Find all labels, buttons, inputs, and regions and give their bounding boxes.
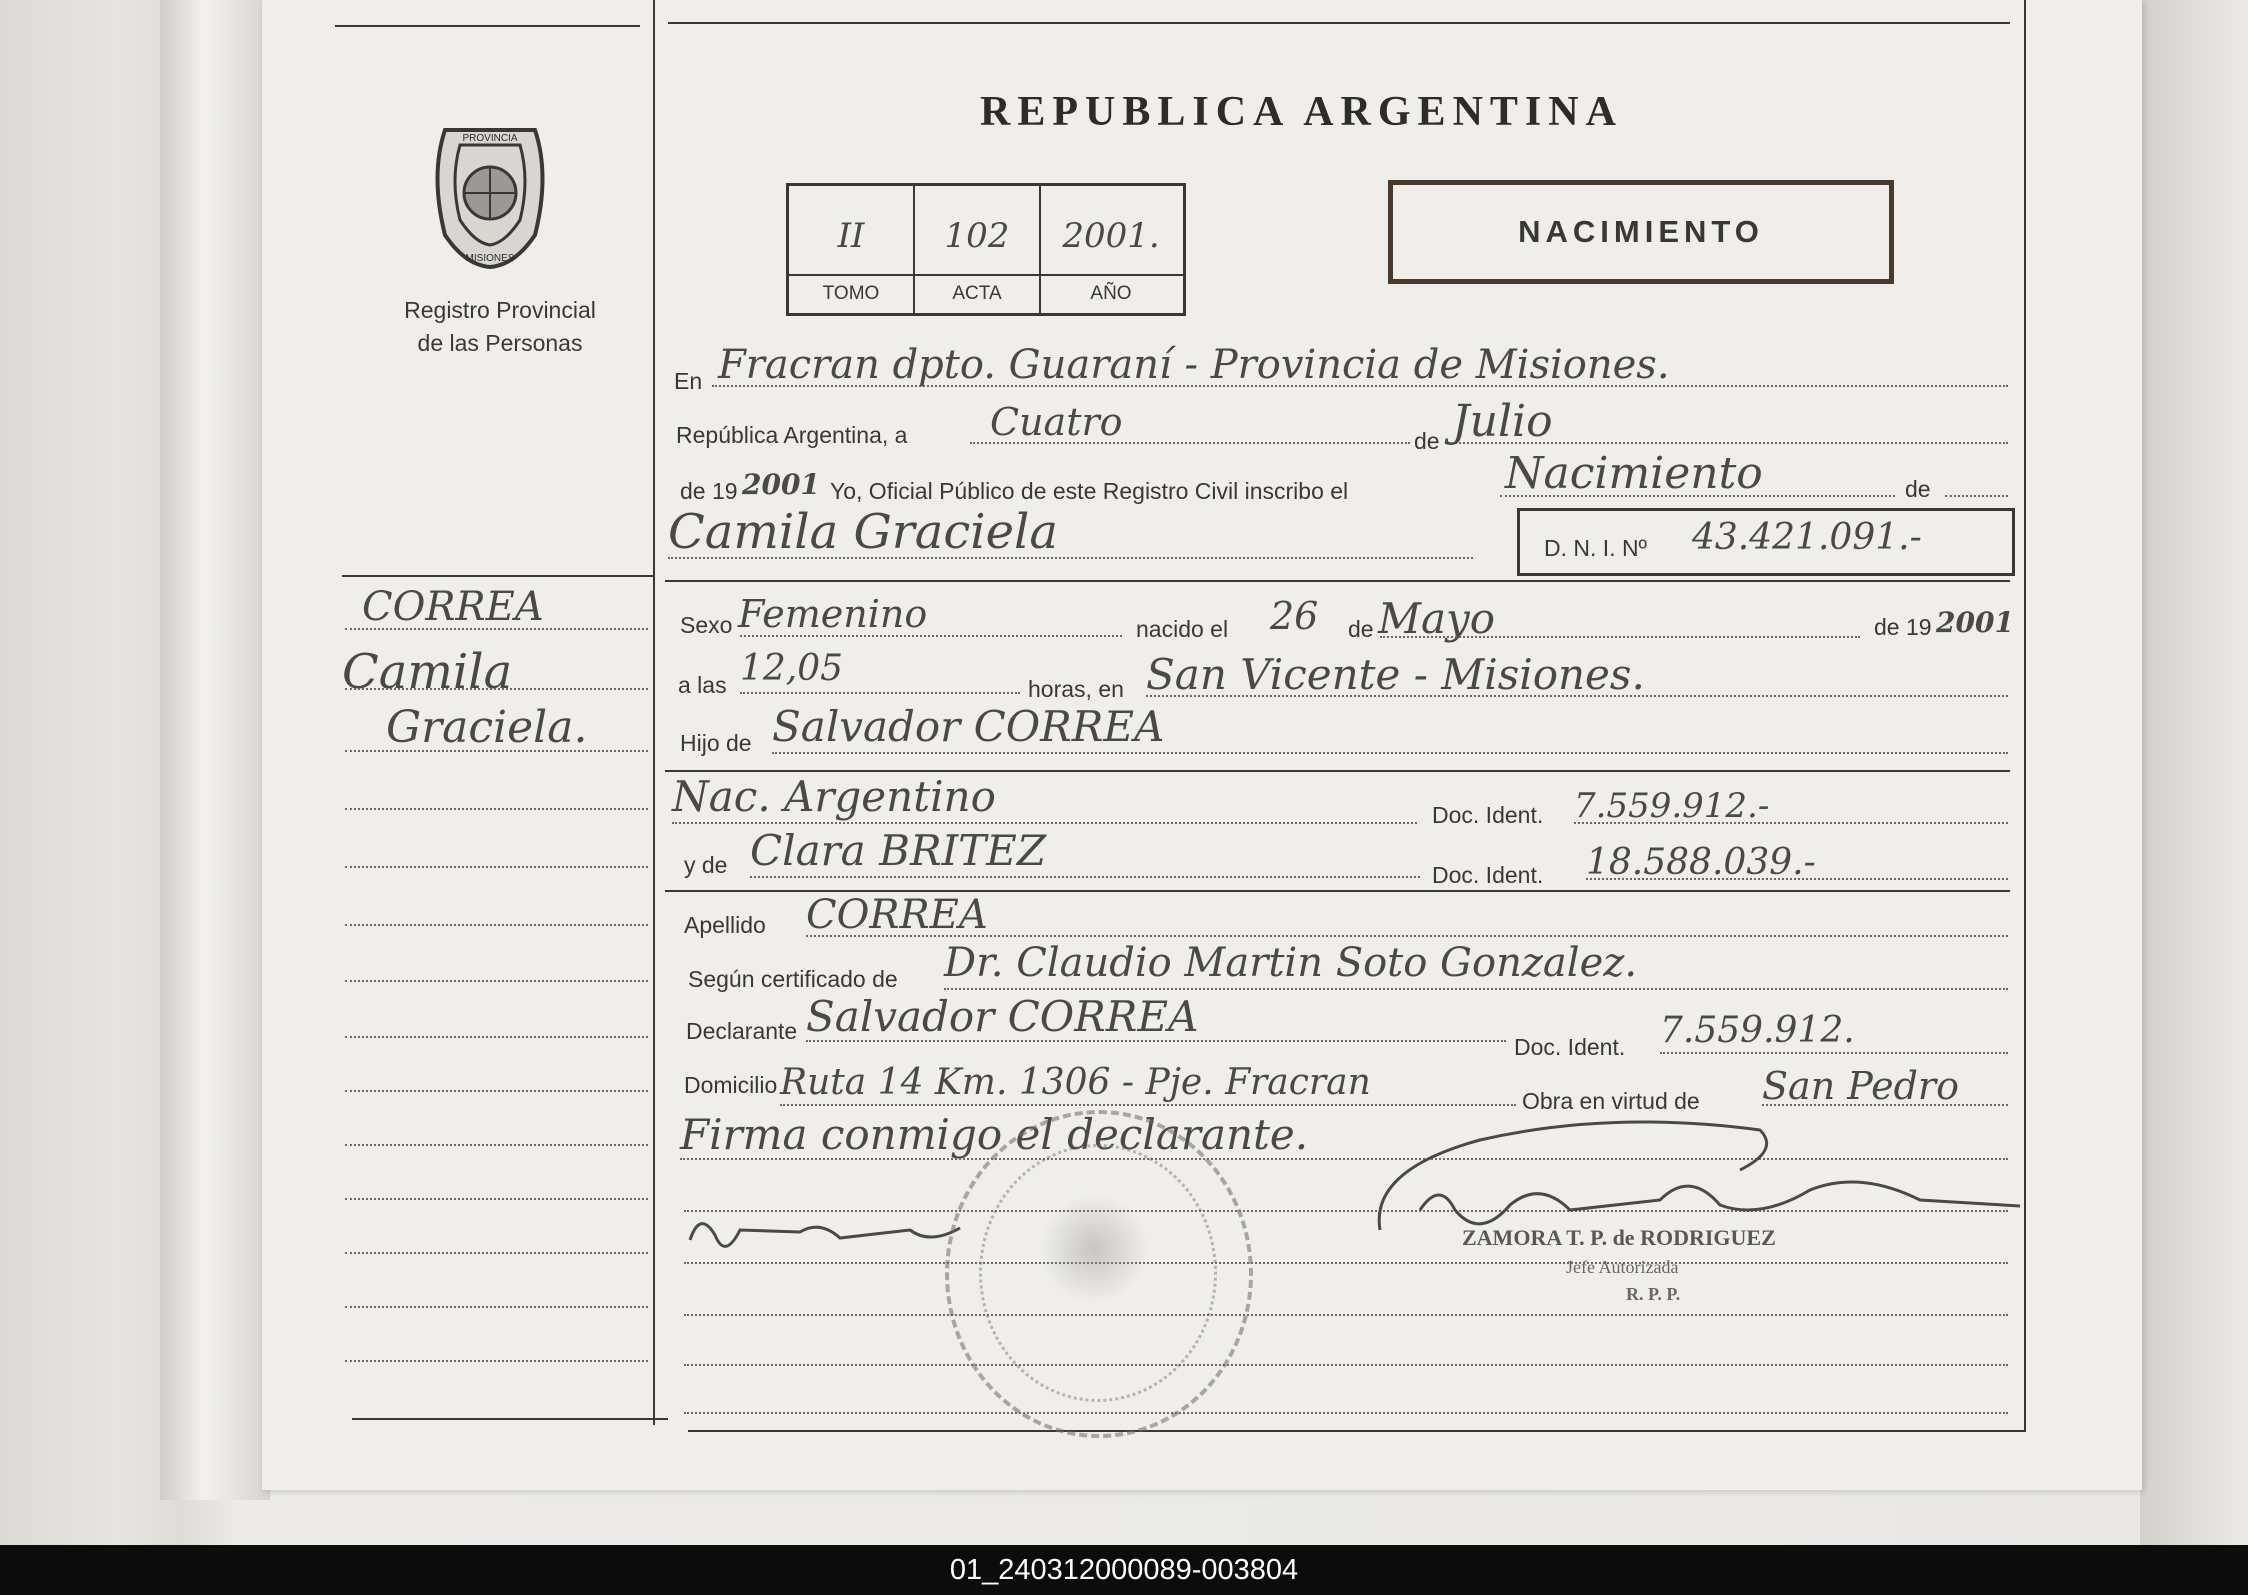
reference-box: [786, 183, 1186, 316]
dotted-line: [672, 822, 1417, 824]
label-republica: República Argentina, a: [676, 422, 908, 448]
dni-value: 43.421.091.-: [1692, 517, 1922, 558]
dotted-line: [684, 1412, 2008, 1414]
label-en: En: [674, 368, 703, 394]
anio-label: AÑO: [1090, 283, 1132, 304]
anio-cell: [1041, 186, 1181, 313]
registration-type-value: Nacimiento: [1505, 448, 1763, 499]
dotted-line: [806, 1040, 1506, 1042]
dotted-line: [750, 876, 1420, 878]
label-de: de: [1414, 428, 1440, 454]
label-domicilio: Domicilio: [684, 1072, 778, 1098]
page-edge: [2140, 0, 2248, 1545]
acta-cell: [915, 186, 1041, 313]
book-spine: [160, 0, 270, 1500]
top-rule-left: [335, 25, 640, 27]
stamp-line2: Jefe Autorizada: [1566, 1257, 1679, 1277]
dotted-line: [806, 935, 2008, 937]
dotted-line: [345, 628, 648, 630]
province-seal-logo: [425, 115, 555, 270]
label-segun-certificado: Según certificado de: [688, 966, 898, 992]
dotted-line: [668, 557, 1473, 559]
bottom-rule: [688, 1430, 2024, 1432]
dotted-line: [740, 635, 1122, 637]
acta-label: ACTA: [952, 283, 1002, 304]
dotted-line: [345, 1090, 648, 1092]
dotted-line: [780, 1104, 1516, 1106]
day-words-value: Cuatro: [990, 400, 1123, 444]
tomo-value: II: [837, 216, 865, 256]
dotted-line: [345, 924, 648, 926]
act-type-box: NACIMIENTO: [1388, 180, 1894, 284]
top-rule-right: [668, 22, 2010, 24]
month-words-value: Julio: [1452, 396, 1553, 447]
certificate-by-value: Dr. Claudio Martin Soto Gonzalez.: [944, 940, 1638, 986]
anio-value: 2001.: [1062, 216, 1160, 256]
dotted-line: [1660, 1052, 2008, 1054]
declarant-value: Salvador CORREA: [806, 992, 1199, 1041]
registry-label: [370, 294, 630, 360]
dotted-line: [345, 1360, 648, 1362]
margin-first-name: Camila: [342, 644, 513, 700]
label-de-3: de: [1348, 616, 1374, 642]
dotted-line: [345, 980, 648, 982]
margin-second-name: Graciela.: [386, 702, 588, 753]
label-de-2: de: [1905, 476, 1931, 502]
label-doc-ident: Doc. Ident.: [1432, 802, 1544, 828]
registry-label-line2: de las Personas: [417, 330, 583, 356]
dotted-line: [944, 988, 2008, 990]
section-rule-1: [665, 580, 2010, 582]
dotted-line: [1586, 878, 2008, 880]
dotted-line: [345, 1252, 648, 1254]
dotted-line: [345, 1198, 648, 1200]
margin-bottom-rule: [352, 1418, 668, 1420]
label-de-year-2: de 19: [1874, 614, 1932, 640]
label-hijo-de: Hijo de: [680, 730, 752, 756]
label-sexo: Sexo: [680, 612, 733, 638]
country-title: REPUBLICA ARGENTINA: [980, 89, 1623, 135]
label-y-de: y de: [684, 852, 728, 878]
registry-label-line1: Registro Provincial: [404, 297, 596, 323]
label-obra-en-virtud: Obra en virtud de: [1522, 1088, 1700, 1114]
closing-note-value: Firma conmigo el declarante.: [680, 1110, 1309, 1159]
mother-doc-value: 18.588.039.-: [1586, 842, 1816, 883]
stamp-line1: ZAMORA T. P. de RODRIGUEZ: [1462, 1225, 1776, 1250]
label-yo-oficial: Yo, Oficial Público de este Registro Civil inscribo el: [830, 478, 1349, 504]
label-apellido: Apellido: [684, 912, 766, 938]
dotted-line: [772, 752, 2008, 754]
dotted-line: [1574, 822, 2008, 824]
official-name-stamp: [1462, 1225, 1822, 1305]
father-doc-value: 7.559.912.-: [1574, 786, 1770, 826]
label-nacido-el: nacido el: [1136, 616, 1229, 642]
stamp-smudge: [1039, 1194, 1149, 1304]
dotted-line: [345, 750, 648, 752]
svg-text:PROVINCIA: PROVINCIA: [462, 133, 518, 144]
stamp-line3: R. P. P.: [1626, 1284, 1681, 1304]
dotted-line: [345, 866, 648, 868]
place-value: Fracran dpto. Guaraní - Provincia de Misiones.: [718, 342, 1670, 388]
reference-divider: [789, 274, 1183, 276]
father-nationality-value: Nac. Argentino: [672, 772, 996, 821]
dotted-line: [740, 692, 1020, 694]
birth-time-value: 12,05: [740, 648, 844, 689]
label-doc-ident-2: Doc. Ident.: [1432, 862, 1544, 888]
address-value: Ruta 14 Km. 1306 - Pje. Fracran: [780, 1062, 1371, 1103]
birth-month-value: Mayo: [1378, 594, 1496, 643]
dni-box: [1517, 508, 2015, 576]
dotted-line: [1762, 1104, 2008, 1106]
birth-year-value: 2001: [1936, 606, 2014, 639]
dotted-line: [1380, 636, 1860, 638]
child-name-value: Camila Graciela: [668, 504, 1058, 560]
label-de-year: de 19: [680, 478, 738, 504]
dotted-line: [345, 1144, 648, 1146]
label-declarante: Declarante: [686, 1018, 798, 1044]
dotted-line: [1146, 695, 2008, 697]
svg-text:MISIONES: MISIONES: [465, 253, 515, 264]
by-virtue-of-value: San Pedro: [1762, 1064, 1959, 1108]
dotted-line: [684, 1314, 2008, 1316]
label-dni: D. N. I. Nº: [1544, 535, 1647, 561]
dotted-line: [345, 1306, 648, 1308]
label-doc-ident-3: Doc. Ident.: [1514, 1034, 1626, 1060]
birth-day-value: 26: [1270, 594, 1319, 638]
column-divider: [653, 0, 655, 1425]
sex-value: Femenino: [738, 592, 928, 636]
dotted-line: [1500, 495, 1895, 497]
declarant-doc-value: 7.559.912.: [1660, 1010, 1855, 1051]
mother-value: Clara BRITEZ: [750, 826, 1047, 875]
round-official-stamp: [945, 1110, 1253, 1438]
declarant-signature: [680, 1190, 980, 1270]
dotted-line: [345, 1036, 648, 1038]
tomo-label: TOMO: [822, 283, 880, 304]
year-value: 2001: [742, 468, 820, 501]
tomo-cell: [789, 186, 915, 313]
surname-value: CORREA: [806, 892, 988, 938]
label-horas-en: horas, en: [1028, 676, 1124, 702]
dotted-line: [1945, 495, 2008, 497]
father-value: Salvador CORREA: [772, 702, 1165, 751]
acta-value: 102: [944, 216, 1010, 256]
dotted-line: [345, 808, 648, 810]
dotted-line: [684, 1364, 2008, 1366]
image-id-caption: 01_240312000089-003804: [0, 1545, 2248, 1595]
margin-section-rule: [342, 575, 653, 577]
birth-place-value: San Vicente - Misiones.: [1146, 650, 1645, 699]
margin-surname: CORREA: [362, 584, 544, 630]
dotted-line: [345, 688, 648, 690]
label-a-las: a las: [678, 672, 727, 698]
